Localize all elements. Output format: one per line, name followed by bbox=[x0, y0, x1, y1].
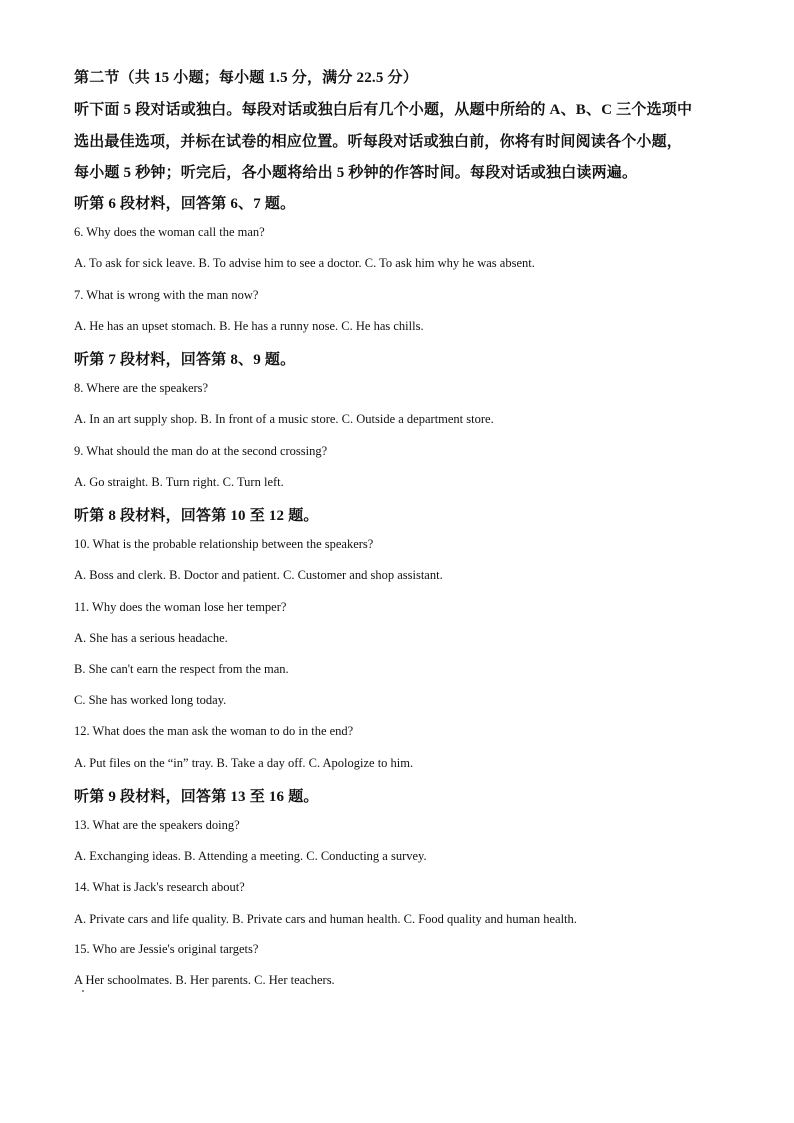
options-7: A. He has an upset stomach. B. He has a runny nose. C. He has chills. bbox=[74, 319, 424, 333]
option-11c: C. She has worked long today. bbox=[74, 693, 227, 707]
question-8: 8. Where are the speakers? bbox=[74, 381, 209, 395]
options-6: A. To ask for sick leave. B. To advise him to see a doctor. C. To ask him why he was absent. bbox=[74, 256, 535, 270]
question-15: 15. Who are Jessie's original targets? bbox=[74, 942, 259, 956]
options-13: A. Exchanging ideas. B. Attending a meeting. C. Conducting a survey. bbox=[74, 849, 427, 863]
stray-mark bbox=[82, 990, 84, 992]
question-10: 10. What is the probable relationship between the speakers? bbox=[74, 537, 374, 551]
instructions-line-2: 选出最佳选项，并标在试卷的相应位置。听每段对话或独白前，你将有时间阅读各个小题， bbox=[74, 134, 683, 150]
question-7: 7. What is wrong with the man now? bbox=[74, 288, 259, 302]
question-14: 14. What is Jack's research about? bbox=[74, 880, 245, 894]
options-8: A. In an art supply shop. B. In front of a music store. C. Outside a department store. bbox=[74, 412, 494, 426]
question-12: 12. What does the man ask the woman to do in the end? bbox=[74, 724, 354, 738]
section-title: 第二节（共 15 小题；每小题 1.5 分，满分 22.5 分） bbox=[74, 70, 418, 86]
options-9: A. Go straight. B. Turn right. C. Turn left. bbox=[74, 475, 284, 489]
option-11a: A. She has a serious headache. bbox=[74, 631, 228, 645]
part-heading-9: 听第 9 段材料，回答第 13 至 16 题。 bbox=[74, 789, 319, 805]
part-heading-8: 听第 8 段材料，回答第 10 至 12 题。 bbox=[74, 508, 319, 524]
options-15: A Her schoolmates. B. Her parents. C. Her teachers. bbox=[74, 973, 335, 987]
question-6: 6. Why does the woman call the man? bbox=[74, 225, 265, 239]
part-heading-6: 听第 6 段材料，回答第 6、7 题。 bbox=[74, 196, 296, 212]
question-9: 9. What should the man do at the second crossing? bbox=[74, 444, 328, 458]
question-13: 13. What are the speakers doing? bbox=[74, 818, 240, 832]
option-11b: B. She can't earn the respect from the man. bbox=[74, 662, 289, 676]
part-heading-7: 听第 7 段材料，回答第 8、9 题。 bbox=[74, 352, 296, 368]
instructions-line-3: 每小题 5 秒钟；听完后，各小题将给出 5 秒钟的作答时间。每段对话或独白读两遍。 bbox=[74, 165, 638, 181]
options-10: A. Boss and clerk. B. Doctor and patient. C. Customer and shop assistant. bbox=[74, 568, 443, 582]
options-12: A. Put files on the “in” tray. B. Take a day off. C. Apologize to him. bbox=[74, 756, 414, 770]
instructions-line-1: 听下面 5 段对话或独白。每段对话或独白后有几个小题，从题中所给的 A、B、C 三个选项中 bbox=[74, 102, 693, 118]
options-14: A. Private cars and life quality. B. Private cars and human health. C. Food quality and human health. bbox=[74, 912, 577, 926]
question-11: 11. Why does the woman lose her temper? bbox=[74, 600, 287, 614]
